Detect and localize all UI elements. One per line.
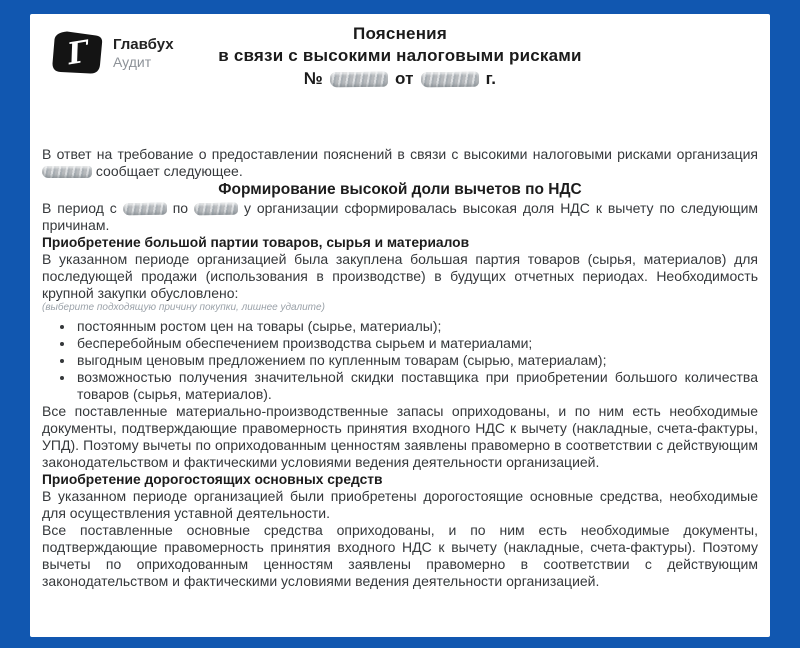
logo-brand-line2: Аудит (113, 53, 152, 70)
list-item: • выгодным ценовым предложением по купленным товарам (сырью, материалам); (75, 352, 758, 369)
period-text-between: по (172, 200, 189, 216)
redacted-period-end (194, 203, 238, 216)
assets-paragraph-2: Все поставленные основные средства оприходованы, и по ним есть необходимые документы, подтверждающие правомерность принятия входного НДС к вычету (накладные, счета-фактуры). Поэтому вычеты по оприходованным ценностям заявлены правомерно в соответствии с действующим законодательством и фактическими условиями ведения деятельности организацией. (42, 522, 758, 589)
subheading-goods-purchase: Приобретение большой партии товаров, сырья и материалов (42, 235, 470, 250)
glavbukh-audit-logo (50, 30, 174, 76)
editor-note: (выберите подходящую причину покупки, лишнее удалите) (42, 302, 325, 313)
logo-brand-line1: Главбух (113, 35, 174, 53)
redacted-document-date (421, 71, 479, 87)
logo-glyph-icon (50, 30, 104, 76)
period-text-before: В период с (42, 200, 117, 216)
redacted-organization-name (42, 166, 92, 178)
assets-paragraph-1: В указанном периоде организацией были приобретены дорогостоящие основные средства, необходимые для осуществления уставной деятельности. (42, 488, 758, 521)
goods-closing-paragraph: Все поставленные материально-производственные запасы оприходованы, и по ним есть необходимые документы, подтверждающие правомерность принятия входного НДС к вычету (накладные, счета-фактуры, УПД). Поэтому вычеты по оприходованным ценностям заявлены правомерно в соответствии с действующим законодательством и фактическими условиями ведения деятельности организацией. (42, 403, 758, 470)
year-label: г. (485, 69, 497, 88)
document-page (30, 14, 770, 637)
redacted-period-start (123, 203, 167, 216)
intro-text-before: В ответ на требование о предоставлении пояснений в связи с высокими налоговыми рисками организация (42, 146, 758, 162)
goods-paragraph: В указанном периоде организацией была закуплена большая партия товаров (сырья, материалов) для последующей продажи (использования в производстве) в будущих отчетных периодах. Необходимость крупной закупки обусловлено: (42, 251, 758, 301)
numero-sign: № (303, 69, 323, 88)
section-heading-vat: Формирование высокой доли вычетов по НДС (218, 181, 582, 198)
document-body (30, 146, 770, 590)
title-line1: Пояснения (353, 24, 447, 43)
intro-text-after: сообщает следующее. (95, 163, 243, 179)
title-line2: в связи с высокими налоговыми рисками (218, 46, 582, 65)
redacted-document-number (330, 71, 388, 87)
subheading-fixed-assets: Приобретение дорогостоящих основных средств (42, 472, 383, 487)
period-paragraph (42, 200, 758, 234)
list-item: • возможностью получения значительной скидки поставщика при приобретении большого количества товаров (сырья, материалов). (75, 369, 758, 403)
list-item: • бесперебойным обеспечением производства сырьем и материалами; (75, 335, 758, 352)
list-item: • постоянным ростом цен на товары (сырье, материалы); (75, 318, 758, 335)
intro-paragraph (42, 146, 758, 180)
purchase-reasons-list (42, 318, 758, 403)
svg-text:Г: Г (65, 34, 92, 73)
from-label: от (394, 69, 414, 88)
logo-wordmark (113, 36, 174, 71)
period-text-after: у организации сформировалась высокая доля НДС к вычету по следующим причинам. (42, 200, 759, 233)
